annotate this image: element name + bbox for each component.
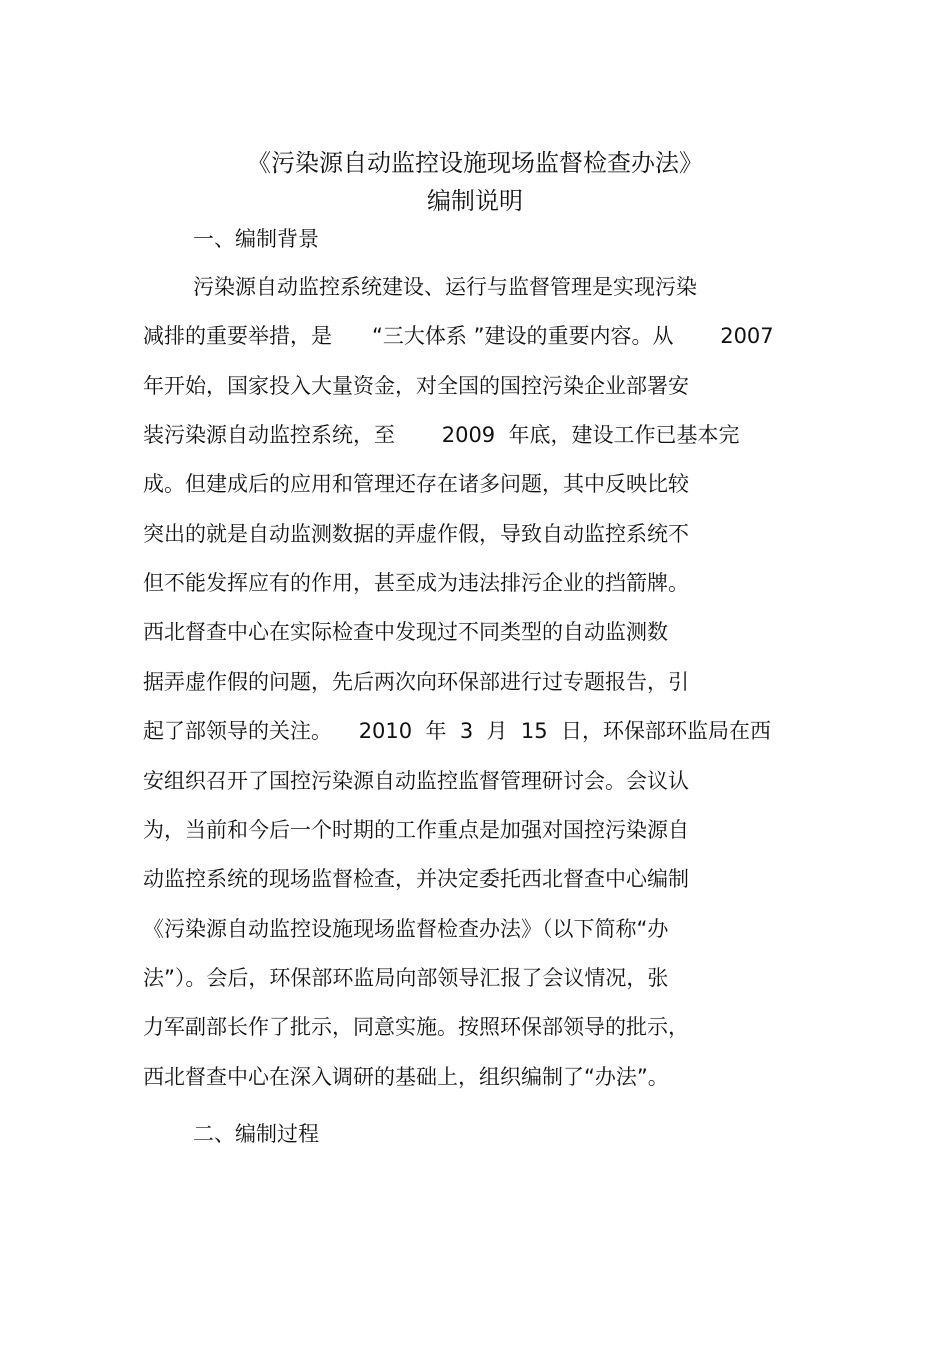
- section-heading-process: 二、编制过程: [193, 1122, 319, 1146]
- paragraph-line: 减排的重要举措，是 “三大体系 ”建设的重要内容。从 2007: [143, 324, 774, 348]
- paragraph-line: 起了部领导的关注。 2010 年 3 月 15 日，环保部环监局在西: [143, 719, 771, 743]
- paragraph-line: 《污染源自动监控设施现场监督检查办法》（以下简称“办: [143, 917, 669, 941]
- paragraph-line: 力军副部长作了批示，同意实施。按照环保部领导的批示，: [143, 1015, 689, 1039]
- paragraph-line: 装污染源自动监控系统，至 2009 年底，建设工作已基本完: [143, 423, 740, 447]
- paragraph-line: 但不能发挥应有的作用，甚至成为违法排污企业的挡箭牌。: [143, 571, 689, 595]
- document-subtitle: 编制说明: [427, 187, 523, 215]
- paragraph-line: 安组织召开了国控污染源自动监控监督管理研讨会。会议认: [143, 769, 689, 793]
- paragraph-line: 突出的就是自动监测数据的弄虚作假，导致自动监控系统不: [143, 522, 689, 546]
- paragraph-line: 年开始，国家投入大量资金，对全国的国控污染企业部署安: [143, 374, 689, 398]
- paragraph-line: 动监控系统的现场监督检查，并决定委托西北督查中心编制: [143, 867, 689, 891]
- paragraph-line: 法”）。会后，环保部环监局向部领导汇报了会议情况，张: [143, 966, 669, 990]
- paragraph-line: 污染源自动监控系统建设、运行与监督管理是实现污染: [193, 275, 697, 299]
- paragraph-line: 成。但建成后的应用和管理还存在诸多问题，其中反映比较: [143, 472, 689, 496]
- paragraph-line: 西北督查中心在深入调研的基础上，组织编制了“办法”。: [143, 1065, 669, 1089]
- section-heading-background: 一、编制背景: [193, 227, 319, 251]
- document-title: 《污染源自动监控设施现场监督检查办法》: [247, 149, 703, 177]
- paragraph-line: 为，当前和今后一个时期的工作重点是加强对国控污染源自: [143, 818, 689, 842]
- paragraph-line: 西北督查中心在实际检查中发现过不同类型的自动监测数: [143, 620, 668, 644]
- paragraph-line: 据弄虚作假的问题，先后两次向环保部进行过专题报告，引: [143, 670, 689, 694]
